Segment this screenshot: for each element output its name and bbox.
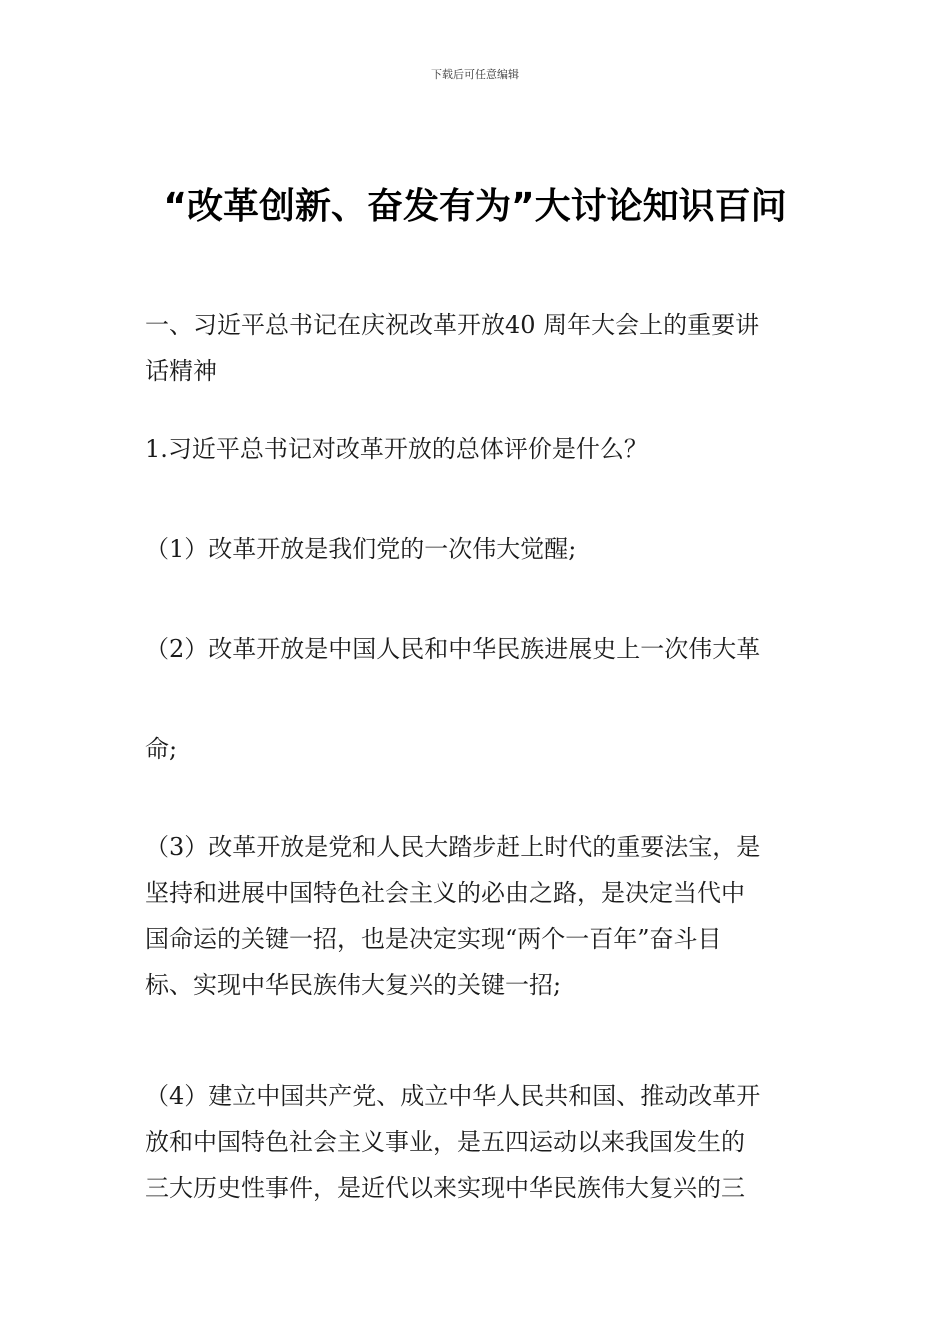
answer-line: （1）改革开放是我们党的一次伟大觉醒; [145,535,577,563]
answer-item-2-continued [145,726,815,772]
answer-item-4 [145,1073,815,1211]
answer-line: 国命运的关键一招，也是决定实现“两个一百年”奋斗目 [145,925,722,953]
header-note: 下载后可任意编辑 [431,68,519,81]
answer-line: （2）改革开放是中国人民和中华民族进展史上一次伟大革 [145,635,761,663]
section-heading-line: 话精神 [145,357,217,385]
answer-line: 放和中国特色社会主义事业，是五四运动以来我国发生的 [145,1128,745,1156]
answer-item-3 [145,824,815,1008]
section-heading-1 [145,302,815,394]
answer-line: （4）建立中国共产党、成立中华人民共和国、推动改革开 [145,1082,761,1110]
answer-item-1 [145,526,815,572]
section-heading-line: 一、习近平总书记在庆祝改革开放40 周年大会上的重要讲 [145,311,760,339]
answer-line: 命; [145,735,178,763]
document-title: “改革创新、奋发有为”大讨论知识百问 [163,186,787,227]
answer-line: 坚持和进展中国特色社会主义的必由之路，是决定当代中 [145,879,745,907]
answer-line: （3）改革开放是党和人民大踏步赶上时代的重要法宝，是 [145,833,761,861]
answer-item-2 [145,626,815,672]
question-1 [145,426,815,472]
question-line: 1.习近平总书记对改革开放的总体评价是什么？ [145,435,648,463]
answer-line: 标、实现中华民族伟大复兴的关键一招; [145,971,562,999]
answer-line: 三大历史性事件，是近代以来实现中华民族伟大复兴的三 [145,1174,745,1202]
